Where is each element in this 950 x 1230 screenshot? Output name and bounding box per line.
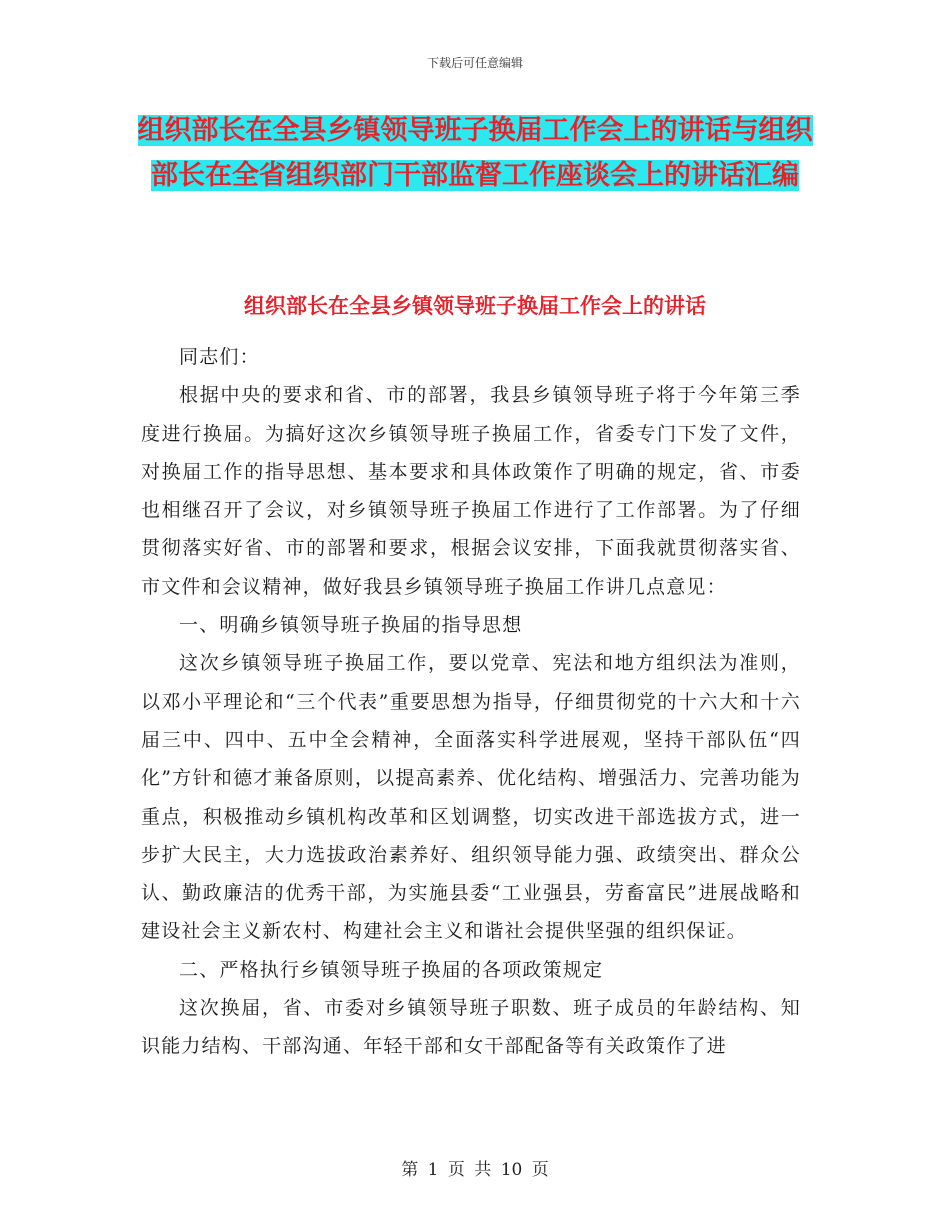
body-paragraph: 这次乡镇领导班子换届工作，要以党章、宪法和地方组织法为准则，以邓小平理论和“三个代表”重要思想为指导，仔细贯彻党的十六大和十六届三中、四中、五中全会精神，全面落实科学进展观，坚持干部队伍“四化”方针和德才兼备原则，以提高素养、优化结构、增强活力、完善功能为重点，积极推动乡镇机构改革和区划调整，切实改进干部选拔方式，进一步扩大民主，大力选拔政治素养好、组织领导能力强、政绩突出、群众公认、勤政廉洁的优秀干部，为实施县委“工业强县，劳畜富民”进展战略和建设社会主义新农村、构建社会主义和谐社会提供坚强的组织保证。 <box>141 652 801 943</box>
body-paragraph: 这次换届，省、市委对乡镇领导班子职数、班子成员的年龄结构、知识能力结构、干部沟通、年轻干部和女干部配备等有关政策作了进 <box>141 997 801 1058</box>
document-body <box>141 338 801 1066</box>
body-paragraph: 根据中央的要求和省、市的部署，我县乡镇领导班子将于今年第三季度进行换届。为搞好这次乡镇领导班子换届工作，省委专门下发了文件，对换届工作的指导思想、基本要求和具体政策作了明确的规定，省、市委也相继召开了会议，对乡镇领导班子换届工作进行了工作部署。为了仔细贯彻落实好省、市的部署和要求，根据会议安排，下面我就贯彻落实省、市文件和会议精神，做好我县乡镇领导班子换届工作讲几点意见： <box>141 384 801 598</box>
salutation: 同志们： <box>179 346 260 368</box>
section-heading: 二、严格执行乡镇领导班子换届的各项政策规定 <box>179 958 604 981</box>
header-note: 下载后可任意编辑 <box>426 56 523 70</box>
document-title-text: 组织部长在全县乡镇领导班子换届工作会上的讲话与组织部长在全省组织部门干部监督工作座谈会上的讲话汇编 <box>137 115 813 191</box>
page-footer: 第 1 页 共 10 页 <box>401 1160 549 1180</box>
document-title <box>130 108 820 198</box>
section-heading: 一、明确乡镇领导班子换届的指导思想 <box>179 614 523 637</box>
speech-title: 组织部长在全县乡镇领导班子换届工作会上的讲话 <box>244 294 706 318</box>
